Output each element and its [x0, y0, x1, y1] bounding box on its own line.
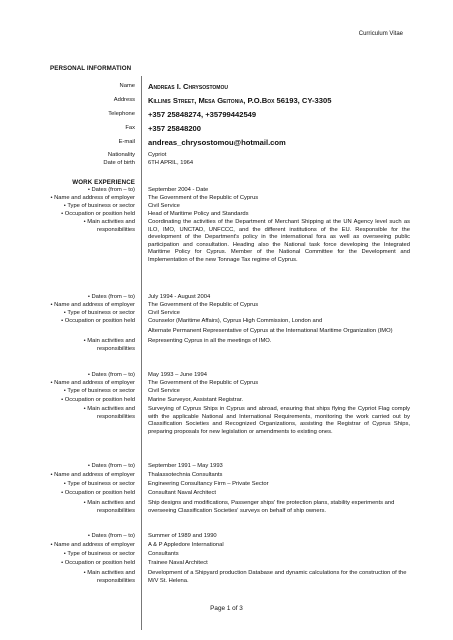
job-business: Civil Service	[148, 310, 180, 316]
value-telephone: +357 25848274, +35799442549	[148, 110, 257, 119]
label-dates: • Dates (from – to)	[87, 533, 135, 539]
label-name: Name	[119, 83, 135, 89]
label-dates: • Dates (from – to)	[87, 187, 135, 193]
job-dates: September 1991 – May 1993	[148, 463, 223, 469]
label-activities: • Main activities and responsibilities	[83, 338, 135, 352]
column-divider	[141, 76, 142, 630]
job-occupation-continued: Alternate Permanent Representative of Cyprus at the International Maritime Organization (IMO)	[148, 328, 393, 334]
value-date-of-birth: 6TH APRIL, 1964	[148, 160, 194, 166]
job-dates: July 1994 - August 2004	[148, 294, 211, 300]
label-occupation: • Occupation or position held	[61, 211, 135, 217]
job-employer: The Government of the Republic of Cyprus	[148, 195, 259, 201]
label-dates: • Dates (from – to)	[87, 463, 135, 469]
job-dates: September 2004 - Date	[148, 187, 209, 193]
label-employer: • Name and address of employer	[50, 302, 135, 308]
label-business: • Type of business or sector	[63, 388, 135, 394]
page-number: Page 1 of 3	[210, 605, 243, 612]
job-occupation: Trainee Naval Architect	[148, 560, 208, 566]
job-occupation: Head of Maritime Policy and Standards	[148, 211, 249, 217]
value-address: Killinis Street, Mesa Geitonia, P.O.Box 56193, CY-3305	[148, 96, 332, 105]
label-employer: • Name and address of employer	[50, 472, 135, 478]
label-employer: • Name and address of employer	[50, 195, 135, 201]
label-telephone: Telephone	[108, 111, 135, 117]
value-email: andreas_chrysostomou@hotmail.com	[148, 138, 286, 147]
section-title-work-experience: WORK EXPERIENCE	[72, 179, 135, 186]
label-email: E-mail	[118, 139, 135, 145]
label-activities: • Main activities and responsibilities	[83, 570, 135, 584]
job-business: Engineering Consultancy Firm – Private Sector	[148, 481, 269, 487]
label-fax: Fax	[125, 125, 135, 131]
label-nationality: Nationality	[107, 152, 135, 158]
label-dates: • Dates (from – to)	[87, 372, 135, 378]
job-activities: Surveying of Cyprus Ships in Cyprus and abroad, ensuring that ships flying the Cypriot Flag comply with the applicable National and International Requirements, monitoring the work carried out by Classification Societies and Recognized Organizations, assisting the Registrar of Cyprus Ships, preparing proposals for new legislation or amendments to existing ones.	[148, 406, 410, 435]
label-business: • Type of business or sector	[63, 310, 135, 316]
job-business: Consultants	[148, 551, 179, 557]
job-dates: May 1993 – June 1994	[148, 372, 207, 378]
label-employer: • Name and address of employer	[50, 542, 135, 548]
section-title-personal: PERSONAL INFORMATION	[50, 65, 132, 72]
label-employer: • Name and address of employer	[50, 380, 135, 386]
job-occupation: Consultant Naval Architect	[148, 490, 216, 496]
label-occupation: • Occupation or position held	[61, 490, 135, 496]
label-activities: • Main activities and responsibilities	[83, 219, 135, 233]
job-business: Civil Service	[148, 203, 180, 209]
job-activities: Development of a Shipyard production Database and dynamic calculations for the construction of the M/V St. Helena.	[148, 570, 407, 584]
label-occupation: • Occupation or position held	[61, 560, 135, 566]
job-employer: The Government of the Republic of Cyprus	[148, 302, 259, 308]
job-employer: The Government of the Republic of Cyprus	[148, 380, 259, 386]
job-occupation: Counselor (Maritime Affairs), Cyprus High Commission, London and	[148, 318, 323, 324]
job-employer: Thalassotechnia Consultants	[148, 472, 223, 478]
job-activities: Representing Cyprus in all the meetings of IMO.	[148, 338, 272, 344]
label-business: • Type of business or sector	[63, 551, 135, 557]
job-activities: Coordinating the activities of the Department of Merchant Shipping at the UN Agency level such as ILO, IMO, UNCTAD, UNFCCC, and the different institutions of the EU. Responsible for the development of the Department's policy in the international fora as well as overseeing public participation and consultation. Heading also the National task force developing the Integrated Maritime Policy for Cyprus. Member of the National Committee for the Development and Implementation of the new Tonnage Tax regime of Cyprus.	[148, 219, 410, 263]
label-business: • Type of business or sector	[63, 203, 135, 209]
label-activities: • Main activities and responsibilities	[83, 406, 135, 420]
job-dates: Summer of 1989 and 1990	[148, 533, 217, 539]
label-business: • Type of business or sector	[63, 481, 135, 487]
label-address: Address	[113, 97, 135, 103]
label-occupation: • Occupation or position held	[61, 397, 135, 403]
value-fax: +357 25848200	[148, 124, 202, 133]
label-occupation: • Occupation or position held	[61, 318, 135, 324]
label-date-of-birth: Date of birth	[103, 160, 135, 166]
value-nationality: Cypriot	[148, 152, 167, 158]
value-name: Andreas I. Chrysostomou	[148, 82, 228, 91]
label-dates: • Dates (from – to)	[87, 294, 135, 300]
job-occupation: Marine Surveyor, Assistant Registrar.	[148, 397, 244, 403]
label-activities: • Main activities and responsibilities	[83, 500, 135, 514]
job-activities: Ship designs and modifications, Passenger ships' fire protection plans, stability experiments and overseeing Classification Societies' surveys on behalf of ship owners.	[148, 500, 395, 514]
job-business: Civil Service	[148, 388, 180, 394]
job-employer: A & P Appledore International	[148, 542, 224, 548]
document-header: Curriculum Vitae	[358, 31, 403, 37]
